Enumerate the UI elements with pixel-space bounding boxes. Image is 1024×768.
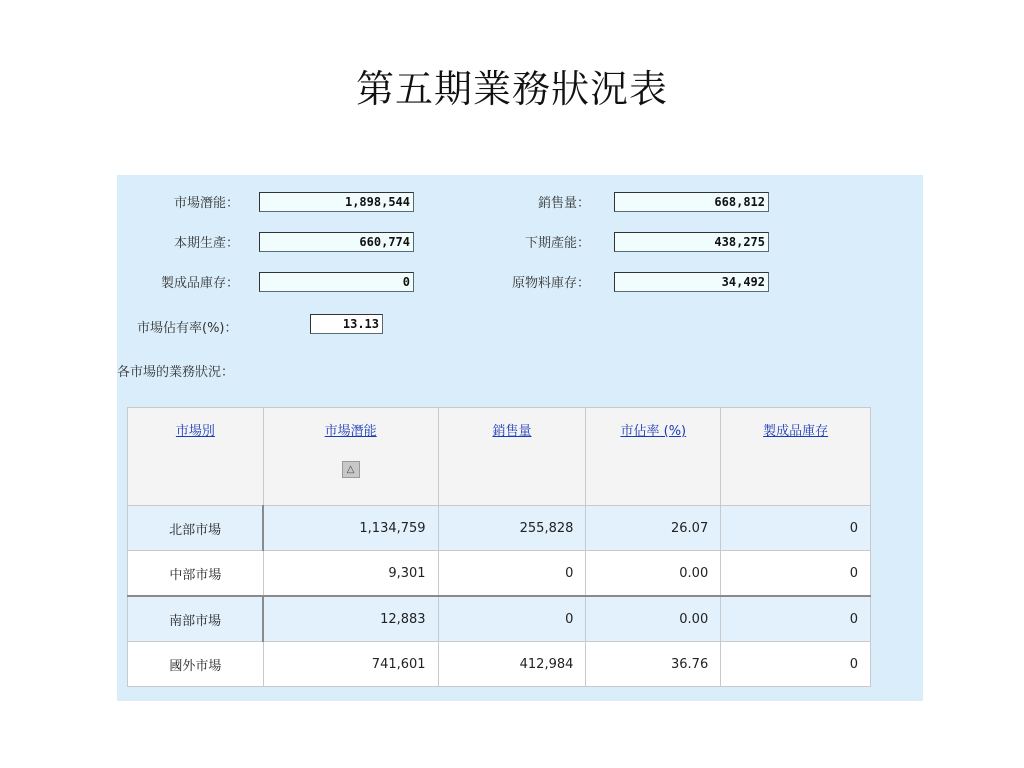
cell-finished-inventory: 0 bbox=[721, 551, 871, 597]
cell-market-name: 南部市場 bbox=[128, 596, 264, 642]
cell-sales-volume: 412,984 bbox=[438, 642, 586, 687]
status-panel bbox=[117, 175, 923, 701]
next-capacity-field[interactable]: 438,275 bbox=[614, 232, 769, 252]
cell-market-name: 北部市場 bbox=[128, 506, 264, 551]
next-capacity-label: 下期產能： bbox=[524, 236, 590, 251]
table-row bbox=[128, 596, 871, 642]
column-header-market-share[interactable] bbox=[586, 408, 721, 506]
page-title: 第五期業務狀況表 bbox=[355, 67, 668, 111]
table-header-row bbox=[128, 408, 871, 506]
section-label: 各市場的業務狀況： bbox=[117, 365, 235, 380]
cell-finished-inventory: 0 bbox=[721, 506, 871, 551]
column-header-sales-volume[interactable] bbox=[438, 408, 586, 506]
cell-market-name: 國外市場 bbox=[128, 642, 264, 687]
finished-inventory-field[interactable]: 0 bbox=[259, 272, 414, 292]
column-header-finished-inventory[interactable] bbox=[721, 408, 871, 506]
cell-market-share: 36.76 bbox=[586, 642, 721, 687]
sales-volume-field[interactable]: 668,812 bbox=[614, 192, 769, 212]
cell-market-potential: 12,883 bbox=[263, 596, 438, 642]
sort-ascending-icon[interactable]: △ bbox=[342, 461, 360, 478]
cell-market-potential: 1,134,759 bbox=[263, 506, 438, 551]
finished-inventory-label: 製成品庫存： bbox=[160, 276, 239, 291]
cell-market-share: 0.00 bbox=[586, 596, 721, 642]
cell-market-share: 26.07 bbox=[586, 506, 721, 551]
sort-link-market-share[interactable]: 市佔率 (%) bbox=[620, 424, 687, 439]
market-potential-label: 市場潛能： bbox=[173, 196, 239, 211]
current-production-label: 本期生產： bbox=[173, 236, 239, 251]
table-row bbox=[128, 506, 871, 551]
market-share-label: 市場佔有率(%)： bbox=[137, 321, 238, 336]
cell-sales-volume: 255,828 bbox=[438, 506, 586, 551]
market-status-table bbox=[127, 407, 871, 687]
cell-market-name: 中部市場 bbox=[128, 551, 264, 597]
cell-sales-volume: 0 bbox=[438, 596, 586, 642]
sort-link-sales-volume[interactable]: 銷售量 bbox=[492, 424, 532, 439]
sort-link-finished-inventory[interactable]: 製成品庫存 bbox=[763, 424, 829, 439]
market-potential-field[interactable]: 1,898,544 bbox=[259, 192, 414, 212]
cell-market-potential: 741,601 bbox=[263, 642, 438, 687]
raw-material-inventory-label: 原物料庫存： bbox=[511, 276, 590, 291]
sort-link-market[interactable]: 市場別 bbox=[175, 424, 215, 439]
cell-market-share: 0.00 bbox=[586, 551, 721, 597]
cell-market-potential: 9,301 bbox=[263, 551, 438, 597]
current-production-field[interactable]: 660,774 bbox=[259, 232, 414, 252]
cell-finished-inventory: 0 bbox=[721, 642, 871, 687]
table-row bbox=[128, 642, 871, 687]
sales-volume-label: 銷售量： bbox=[537, 196, 590, 211]
raw-material-inventory-field[interactable]: 34,492 bbox=[614, 272, 769, 292]
market-share-field[interactable]: 13.13 bbox=[310, 314, 383, 334]
column-header-market[interactable] bbox=[128, 408, 264, 506]
cell-finished-inventory: 0 bbox=[721, 596, 871, 642]
sort-link-market-potential[interactable]: 市場潛能 bbox=[324, 424, 377, 439]
table-row bbox=[128, 551, 871, 597]
cell-sales-volume: 0 bbox=[438, 551, 586, 597]
column-header-market-potential[interactable] bbox=[263, 408, 438, 506]
